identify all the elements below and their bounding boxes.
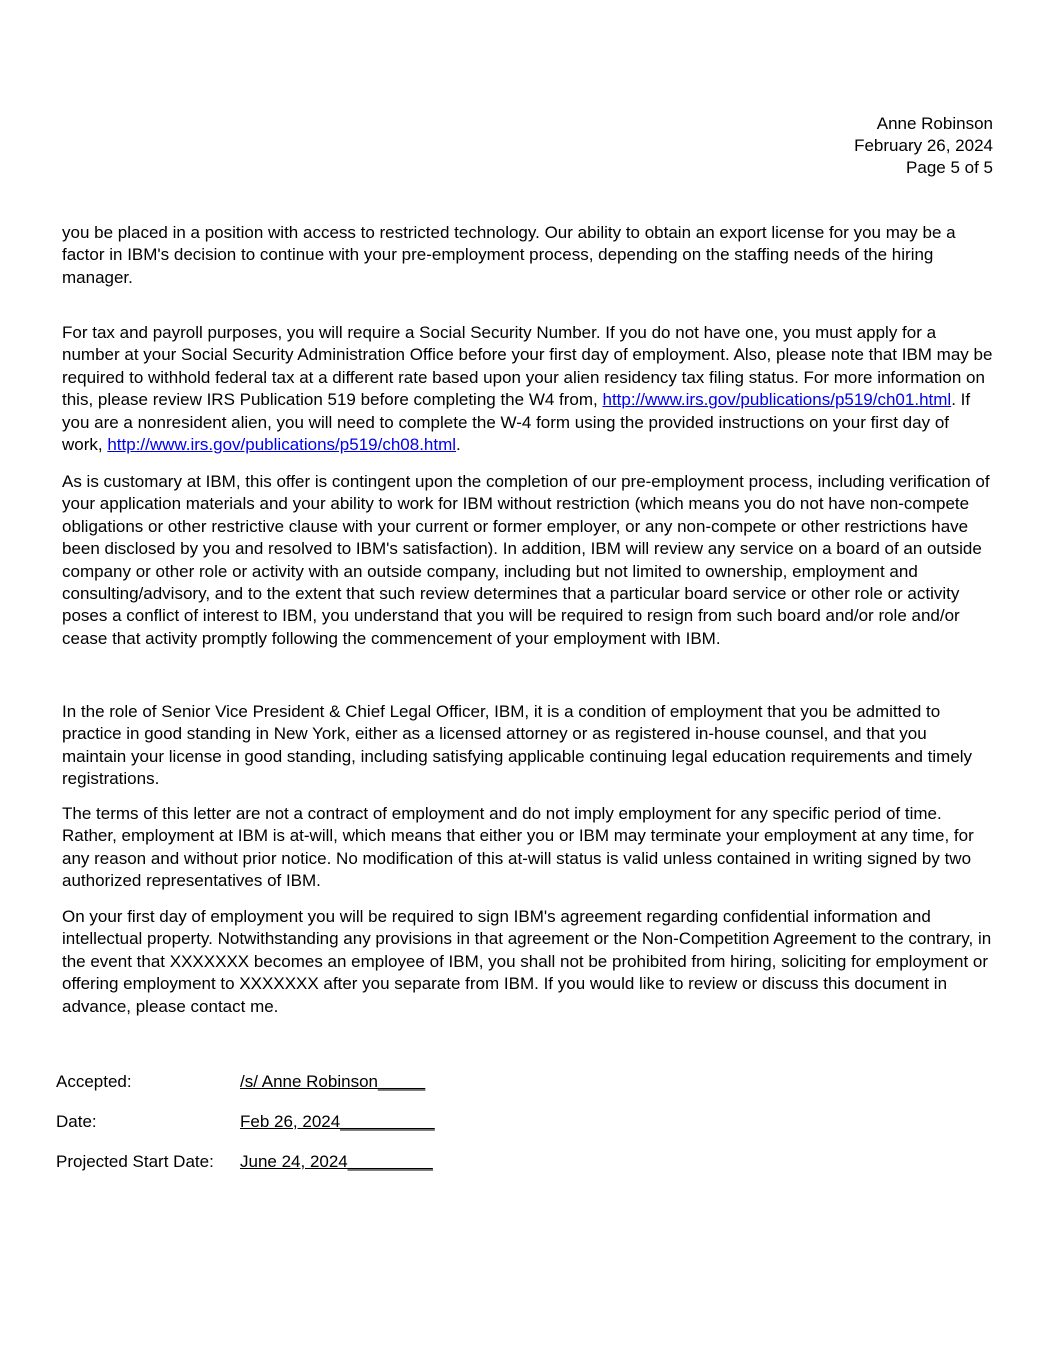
paragraph-at-will [62,803,994,893]
irs-p519-ch01-link[interactable]: http://www.irs.gov/publications/p519/ch01.html [602,390,952,410]
paragraph-text: On your first day of employment you will be required to sign IBM's agreement regarding confidential information and intellectual property. Notwithstanding any provisions in that agreement or the Non-Competition Agreement to the contrary, in the event that XXXXXXX becomes an employee of IBM, you shall not be prohibited from hiring, soliciting for employment or offering employment to XXXXXXX after you separate from IBM. If you would like to review or discuss this document in advance, please contact me. [62,907,992,1016]
projected-start-date-value: June 24, 2024_________ [240,1152,433,1171]
accepted-signature-value: /s/ Anne Robinson_____ [240,1072,426,1091]
page-header [854,113,993,179]
paragraph-text: . If you are a nonresident alien, you will need to complete the W-4 form using the provided instructions on your first day of work, [62,390,971,455]
signature-row-projected-start-date [56,1151,956,1173]
signature-row-accepted [56,1071,956,1093]
header-recipient: Anne Robinson [876,114,993,133]
paragraph-text: . [456,435,461,455]
paragraph-pre-employment-contingency [62,471,994,650]
paragraph-text: you be placed in a position with access to restricted technology. Our ability to obtain an export license for you may be a factor in IBM's decision to continue with your pre-employment process, depending on the staffing needs of the hiring manager. [62,223,956,287]
signature-row-date [56,1111,956,1133]
paragraph-text: As is customary at IBM, this offer is contingent upon the completion of our pre-employment process, including verification of your application materials and your ability to work for IBM without restriction (which means you do not have non-compete obligations or other restrictive clause with your current or former employer, or any non-compete or other restrictions have been disclosed by you and resolved to IBM's satisfaction). In addition, IBM will review any service on a board of an outside company or other role or activity with an outside company, including but not limited to ownership, employment and consulting/advisory, and to the extent that such review determines that a particular board service or other role or activity poses a conflict of interest to IBM, you understand that you will be required to resign from such board and/or role and/or cease that activity promptly following the commencement of your employment with IBM. [62,472,990,648]
paragraph-tax-ssn [62,322,994,456]
paragraph-text: The terms of this letter are not a contract of employment and do not imply employment for any specific period of time. Rather, employment at IBM is at-will, which means that either you or IBM may terminate your employment at any time, for any reason and without prior notice. No modification of this at-will status is valid unless contained in writing signed by two authorized representatives of IBM. [62,804,974,891]
paragraph-legal-officer-condition [62,701,994,791]
paragraph-export-license [62,222,994,289]
date-label: Date: [56,1112,97,1131]
projected-start-date-label: Projected Start Date: [56,1152,214,1171]
paragraph-text: In the role of Senior Vice President & Chief Legal Officer, IBM, it is a condition of employment that you be admitted to practice in good standing in New York, either as a licensed attorney or as registered in-house counsel, and that you maintain your license in good standing, including satisfying applicable continuing legal education requirements and timely registrations. [62,702,973,789]
paragraph-confidentiality-agreement [62,906,994,1018]
date-value: Feb 26, 2024__________ [240,1112,435,1131]
accepted-label: Accepted: [56,1072,132,1091]
paragraph-text: For tax and payroll purposes, you will require a Social Security Number. If you do not have one, you must apply for a number at your Social Security Administration Office before your first day of employment. Also, please note that IBM may be required to withhold federal tax at a different rate based upon your alien residency tax filing status. For more information on this, please review IRS Publication 519 before completing the W4 from, [62,323,993,410]
header-page-number: Page 5 of 5 [906,158,993,177]
irs-p519-ch08-link[interactable]: http://www.irs.gov/publications/p519/ch08.html [107,435,457,455]
header-date: February 26, 2024 [854,136,993,155]
